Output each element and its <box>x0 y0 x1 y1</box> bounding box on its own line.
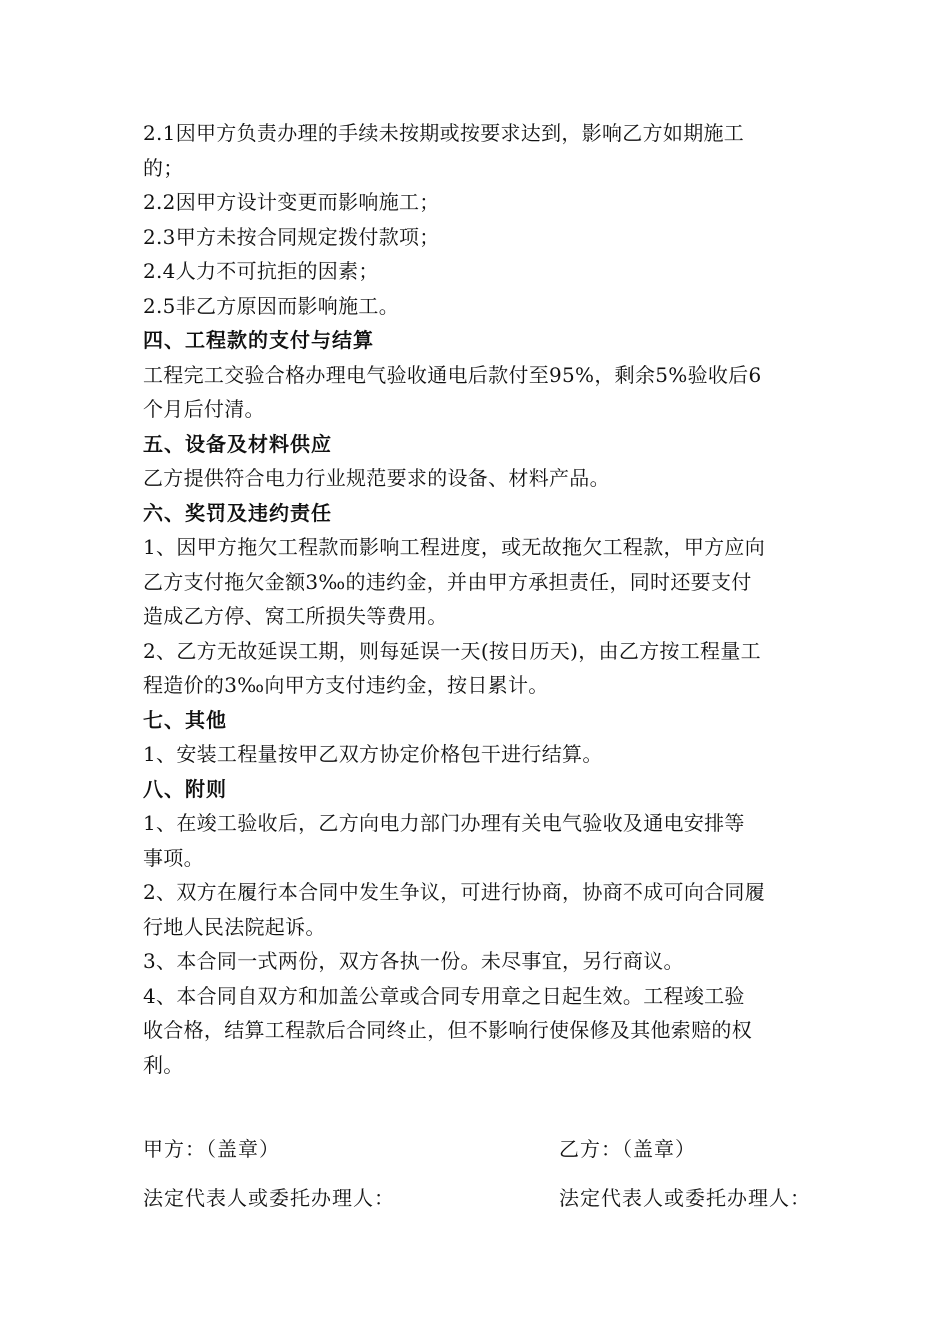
section-5-heading: 五、设备及材料供应 <box>143 431 332 456</box>
section-8-item-1-line-2: 事项。 <box>143 845 204 870</box>
section-6-item-1-line-2: 乙方支付拖欠金额3‰的违约金，并由甲方承担责任，同时还要支付 <box>143 569 752 594</box>
contract-body <box>143 116 815 1082</box>
section-6-item-1-line-3: 造成乙方停、窝工所损失等费用。 <box>143 604 448 628</box>
section-8-item-4-line-2: 收合格，结算工程款后合同终止，但不影响行使保修及其他索赔的权 <box>143 1018 752 1042</box>
section-4-heading: 四、工程款的支付与结算 <box>143 328 374 352</box>
section-8-item-2-line-1: 2、双方在履行本合同中发生争议，可进行协商，协商不成可向合同履 <box>143 880 766 904</box>
section-7-heading: 七、其他 <box>143 707 227 732</box>
section-8-item-4-line-3: 利。 <box>143 1052 184 1077</box>
clause-2-1-line-2: 的； <box>143 155 184 180</box>
party-b-seal-label: 乙方：（盖章） <box>559 1137 696 1161</box>
clause-2-4: 2.4人力不可抗拒的因素； <box>143 259 379 283</box>
section-6-item-1-line-1: 1、因甲方拖欠工程款而影响工程进度，或无故拖欠工程款，甲方应向 <box>143 535 766 559</box>
clause-2-5: 2.5非乙方原因而影响施工。 <box>143 293 400 318</box>
representative-row <box>143 1181 815 1216</box>
section-8-heading: 八、附则 <box>143 776 227 801</box>
section-8-item-2-line-2: 行地人民法院起诉。 <box>143 914 326 939</box>
clause-2-1-line-1: 2.1因甲方负责办理的手续未按期或按要求达到，影响乙方如期施工 <box>143 121 745 145</box>
section-5-paragraph: 乙方提供符合电力行业规范要求的设备、材料产品。 <box>143 466 610 490</box>
section-6-heading: 六、奖罚及违约责任 <box>143 500 332 525</box>
section-8-item-3: 3、本合同一式两份，双方各执一份。未尽事宜，另行商议。 <box>143 949 684 973</box>
section-7-item-1: 1、安装工程量按甲乙双方协定价格包干进行结算。 <box>143 742 603 766</box>
section-8-item-1-line-1: 1、在竣工验收后，乙方向电力部门办理有关电气验收及通电安排等 <box>143 811 745 835</box>
clause-2-2: 2.2因甲方设计变更而影响施工； <box>143 190 440 214</box>
section-8-item-4-line-1: 4、本合同自双方和加盖公章或合同专用章之日起生效。工程竣工验 <box>143 983 745 1008</box>
signature-block <box>143 1132 815 1215</box>
seal-row <box>143 1132 815 1167</box>
party-b-representative-label: 法定代表人或委托办理人： <box>559 1185 811 1210</box>
section-6-item-2-line-1: 2、乙方无故延误工期，则每延误一天(按日历天)，由乙方按工程量工 <box>143 638 761 663</box>
section-4-paragraph-line-2: 个月后付清。 <box>143 397 265 421</box>
party-a-representative-label: 法定代表人或委托办理人： <box>143 1185 395 1210</box>
clause-2-3: 2.3甲方未按合同规定拨付款项； <box>143 224 440 249</box>
section-4-paragraph-line-1: 工程完工交验合格办理电气验收通电后款付至95%，剩余5%验收后6 <box>143 362 762 387</box>
party-a-seal-label: 甲方：（盖章） <box>143 1137 280 1161</box>
section-6-item-2-line-2: 程造价的3‰向甲方支付违约金，按日累计。 <box>143 673 549 697</box>
